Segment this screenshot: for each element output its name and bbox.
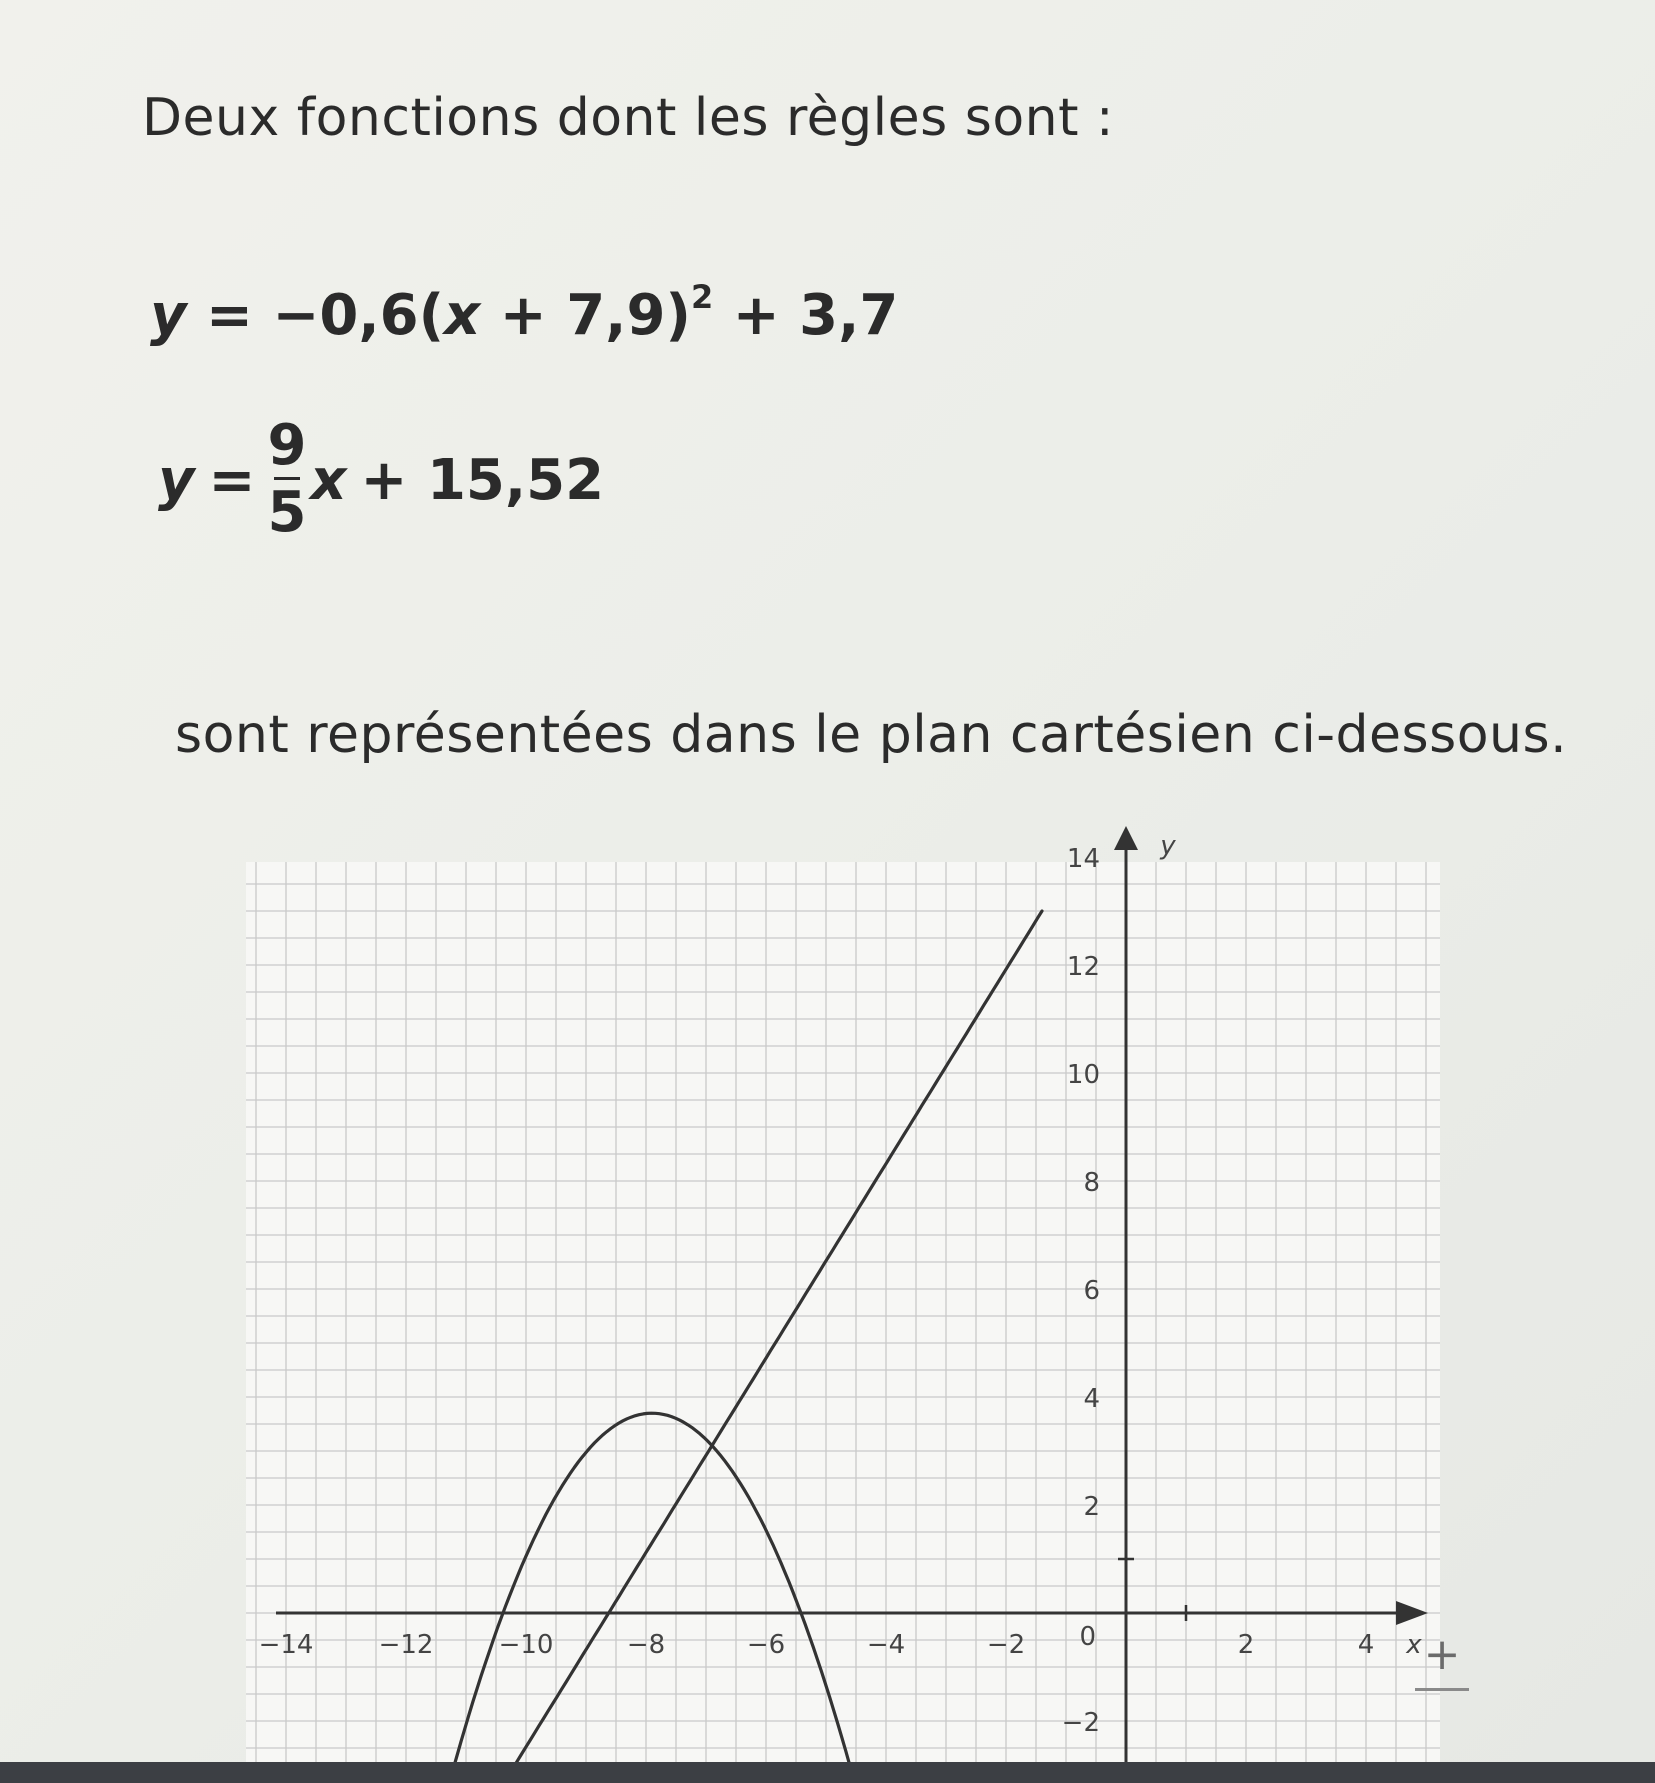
x-axis-label: x: [1406, 1630, 1422, 1660]
eq1-coef: −0,6(: [272, 283, 445, 348]
y-tick-label: 8: [1083, 1168, 1100, 1198]
x-tick-label: −14: [258, 1630, 314, 1660]
intro-text: Deux fonctions dont les règles sont :: [142, 88, 1115, 148]
taskbar: [0, 1762, 1655, 1783]
x-tick-label: −2: [986, 1630, 1026, 1660]
outro-text: sont représentées dans le plan cartésien ci-dessous.: [175, 705, 1568, 765]
x-tick-label: 4: [1357, 1630, 1375, 1660]
eq1-inner: + 7,9): [499, 283, 691, 348]
y-axis-arrow: [1114, 826, 1138, 850]
eq1-lhs: y: [150, 283, 187, 348]
eq2-tail: + 15,52: [360, 448, 605, 513]
x-tick-label: −4: [866, 1630, 906, 1660]
eq1-var: x: [444, 283, 481, 348]
y-axis-label: y: [1160, 831, 1176, 861]
x-tick-label: −6: [746, 1630, 786, 1660]
zoom-out-button[interactable]: [1415, 1688, 1469, 1691]
zoom-in-button[interactable]: +: [1423, 1629, 1461, 1680]
origin-label: 0: [1079, 1622, 1096, 1652]
y-tick-label: 6: [1083, 1276, 1100, 1306]
x-tick-label: −8: [626, 1630, 666, 1660]
x-tick-label: 2: [1237, 1630, 1255, 1660]
eq2-equals: =: [208, 448, 256, 513]
plot-area: [246, 862, 1440, 1762]
eq1-equals: =: [206, 283, 253, 348]
y-tick-label: −2: [1061, 1708, 1100, 1738]
eq1-exponent: 2: [691, 278, 714, 316]
y-tick-label: 14: [1066, 844, 1100, 874]
eq2-lhs: y: [158, 448, 195, 513]
y-tick-label: 12: [1066, 952, 1100, 982]
y-tick-label: 4: [1083, 1384, 1100, 1414]
eq2-var: x: [310, 448, 347, 513]
eq2-numerator: 9: [267, 413, 307, 478]
eq1-tail: + 3,7: [732, 283, 899, 348]
eq2-denominator: 5: [267, 480, 307, 545]
y-tick-label: 10: [1066, 1060, 1100, 1090]
x-tick-label: −10: [498, 1630, 554, 1660]
y-tick-label: 2: [1083, 1492, 1100, 1522]
x-tick-label: −12: [378, 1630, 434, 1660]
